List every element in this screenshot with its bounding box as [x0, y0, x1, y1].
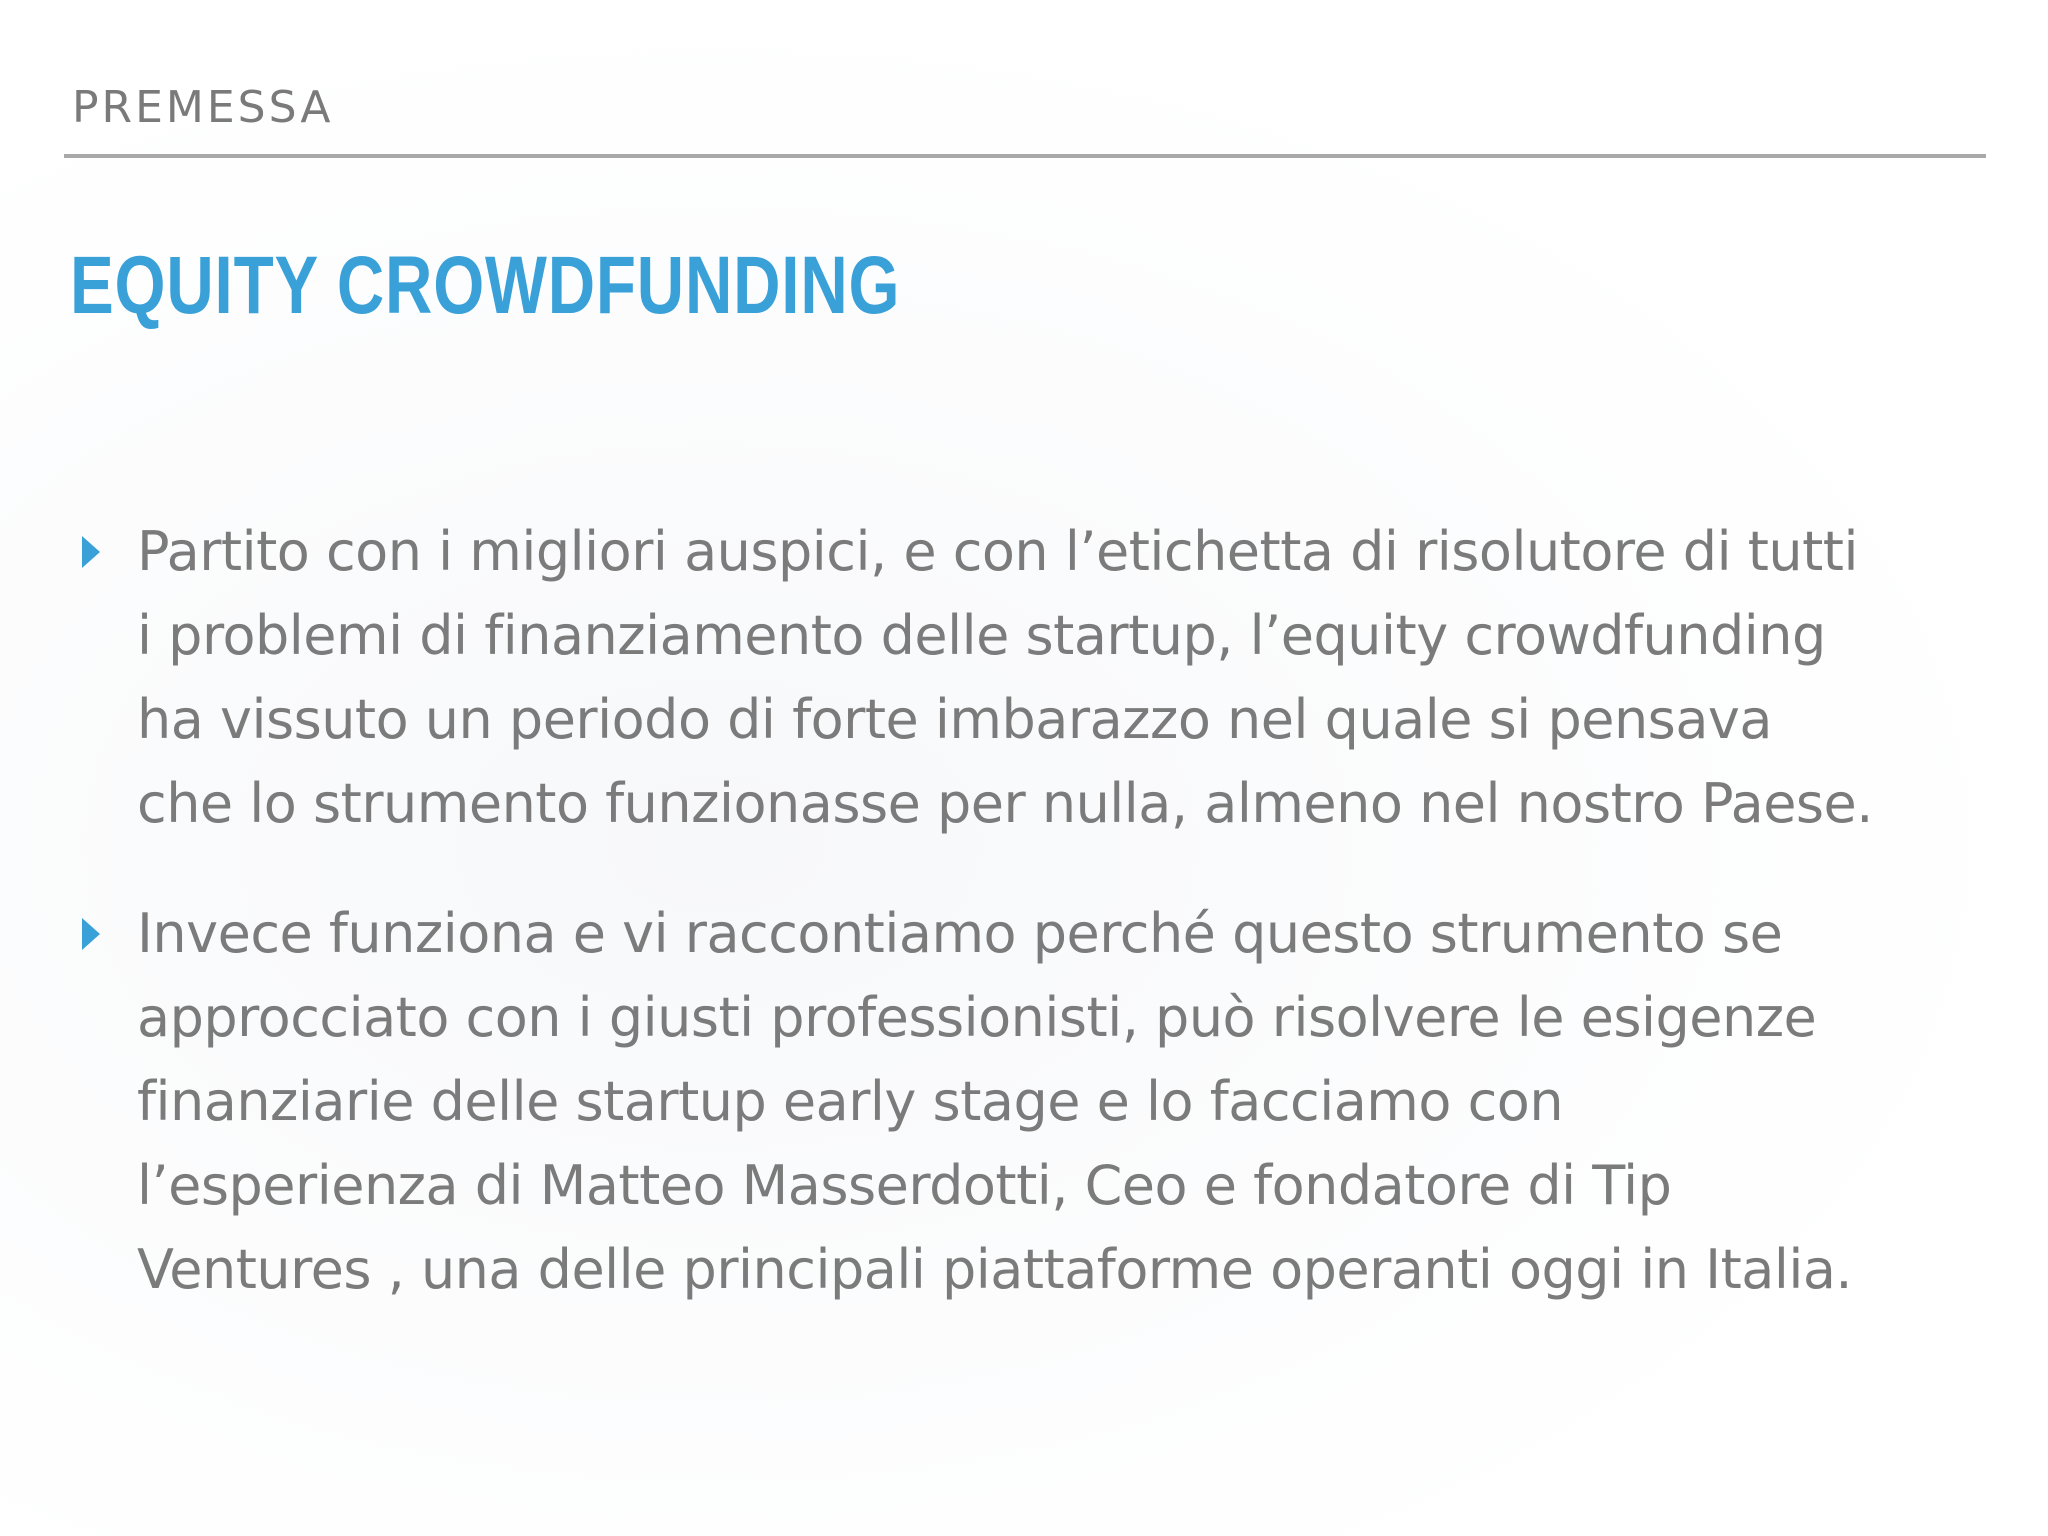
bullet-list — [70, 510, 1990, 1358]
bullet-line: approcciato con i giusti professionisti, può risolvere le esigenze — [137, 986, 1817, 1049]
slide-title: EQUITY CROWDFUNDING — [70, 240, 901, 331]
bullet-line: finanziarie delle startup early stage e lo facciamo con — [137, 1070, 1564, 1133]
bullet-item — [70, 892, 1990, 1312]
section-label: PREMESSA — [72, 82, 334, 133]
bullet-line: ha vissuto un periodo di forte imbarazzo nel quale si pensava — [137, 688, 1772, 751]
triangle-right-icon — [82, 918, 100, 950]
header-divider — [64, 154, 1986, 158]
bullet-line: l’esperienza di Matteo Masserdotti, Ceo e fondatore di Tip — [137, 1154, 1672, 1217]
bullet-line: Invece funziona e vi raccontiamo perché questo strumento se — [137, 902, 1783, 965]
bullet-item — [70, 510, 1990, 846]
triangle-right-icon — [82, 536, 100, 568]
bullet-text — [137, 510, 1990, 846]
bullet-line: Partito con i migliori auspici, e con l’etichetta di risolutore di tutti — [137, 520, 1858, 583]
bullet-text — [137, 892, 1990, 1312]
bullet-line: i problemi di finanziamento delle startup, l’equity crowdfunding — [137, 604, 1826, 667]
bullet-line: che lo strumento funzionasse per nulla, almeno nel nostro Paese. — [137, 772, 1873, 835]
bullet-line: Ventures , una delle principali piattaforme operanti oggi in Italia. — [137, 1238, 1853, 1301]
